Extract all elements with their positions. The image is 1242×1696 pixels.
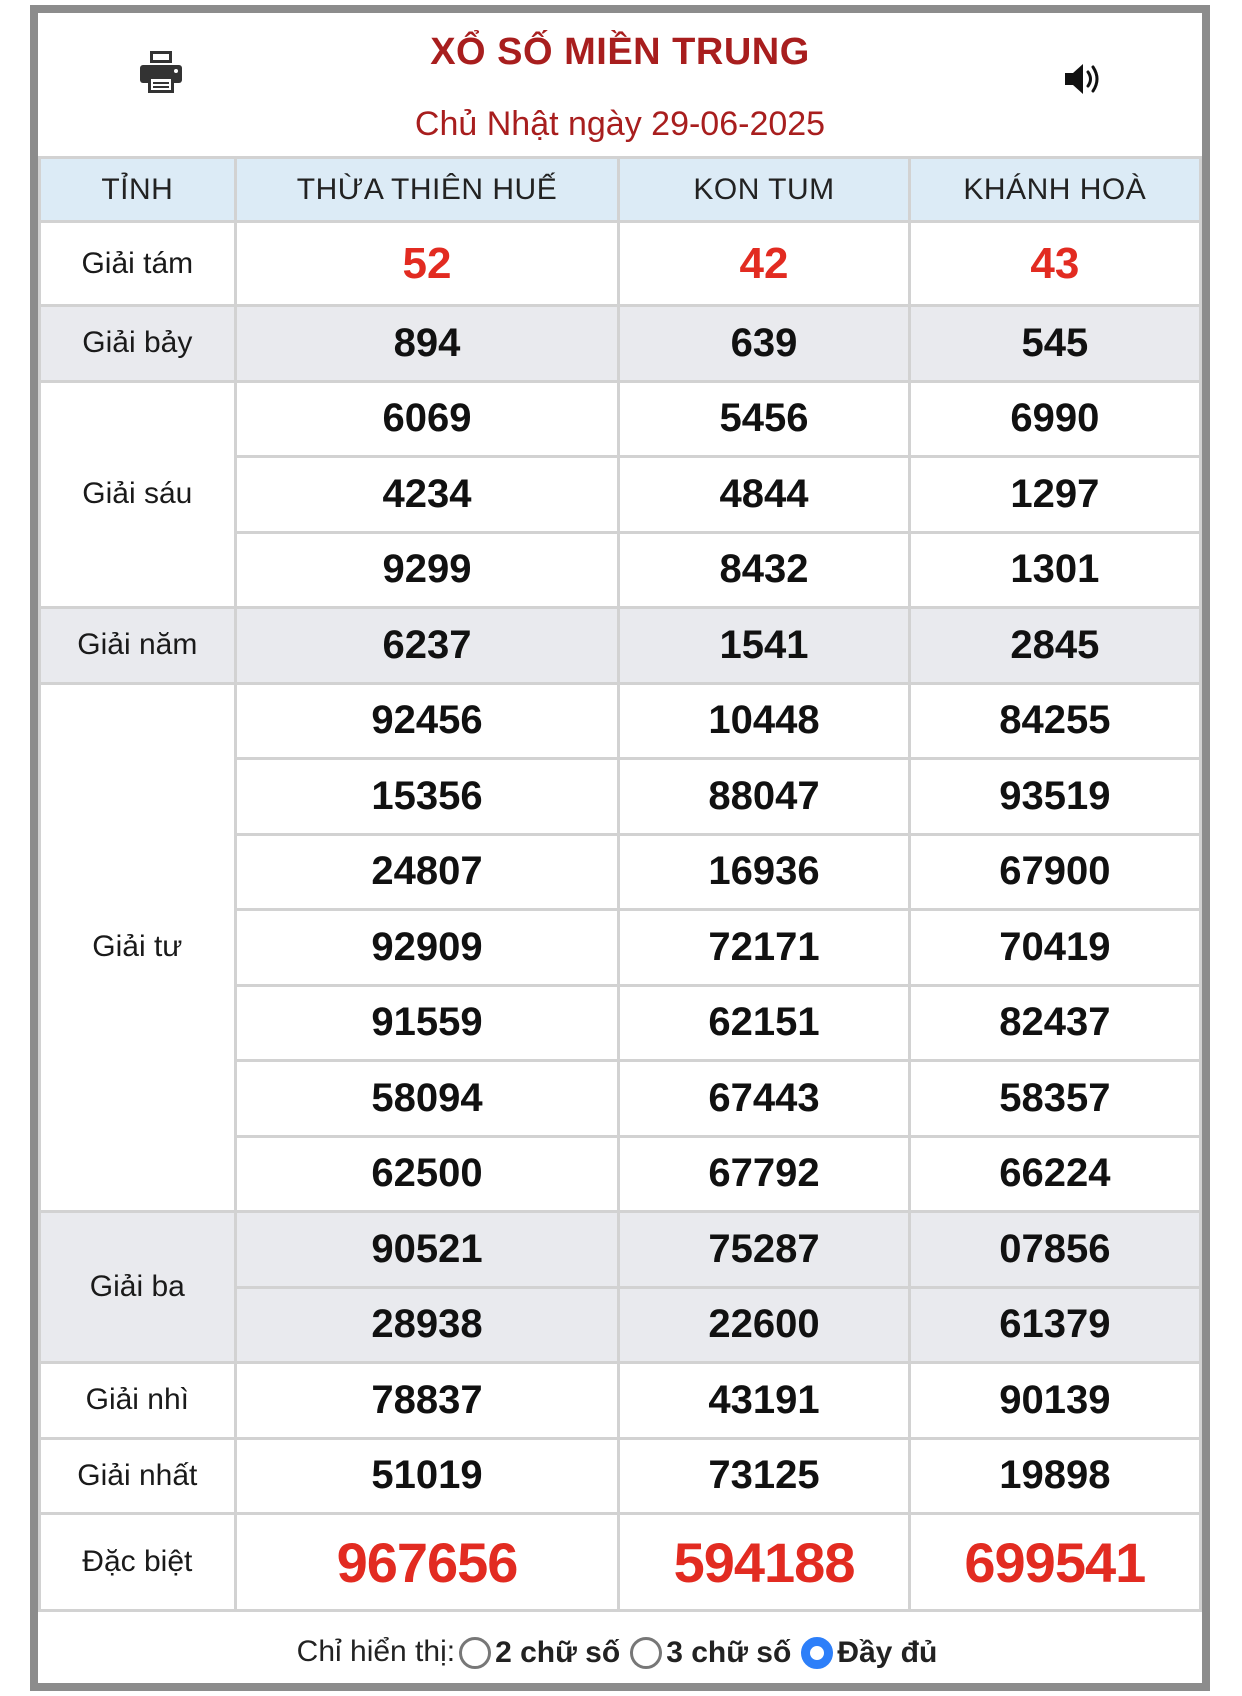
column-header: TỈNH [40, 158, 236, 222]
prize-number: 62500 [235, 1136, 619, 1212]
prize-number: 6237 [235, 608, 619, 684]
prize-number: 51019 [235, 1438, 619, 1514]
prize-number: 78837 [235, 1363, 619, 1439]
prize-number: 5456 [619, 381, 909, 457]
table-row [40, 608, 1201, 684]
table-row [40, 381, 1201, 457]
column-header: THỪA THIÊN HUẾ [235, 158, 619, 222]
table-header-row [40, 158, 1201, 222]
prize-number: 58357 [909, 1061, 1200, 1137]
prize-number: 639 [619, 306, 909, 382]
prize-number: 90139 [909, 1363, 1200, 1439]
table-row [40, 1438, 1201, 1514]
prize-label: Giải năm [40, 608, 236, 684]
option-label: 2 chữ số [495, 1635, 621, 1669]
results-panel [30, 5, 1210, 1691]
prize-number: 75287 [619, 1212, 909, 1288]
prize-number: 10448 [619, 683, 909, 759]
draw-date: Chủ Nhật ngày 29-06-2025 [414, 105, 826, 143]
prize-number: 16936 [619, 834, 909, 910]
prize-number: 72171 [619, 910, 909, 986]
radio-full[interactable] [801, 1637, 833, 1669]
prize-number: 82437 [909, 985, 1200, 1061]
prize-number: 4234 [235, 457, 619, 533]
prize-number: 967656 [235, 1514, 619, 1611]
results-header [38, 13, 1202, 156]
prize-number: 9299 [235, 532, 619, 608]
option-2-digits[interactable] [455, 1617, 626, 1688]
table-row [40, 1212, 1201, 1288]
prize-number: 90521 [235, 1212, 619, 1288]
prize-number: 4844 [619, 457, 909, 533]
radio-3-digits[interactable] [630, 1637, 662, 1669]
prize-number: 42 [619, 222, 909, 306]
prize-number: 6990 [909, 381, 1200, 457]
prize-label: Đặc biệt [40, 1514, 236, 1611]
table-row [40, 1514, 1201, 1611]
prize-number: 93519 [909, 759, 1200, 835]
prize-number: 19898 [909, 1438, 1200, 1514]
option-3-digits[interactable] [626, 1617, 797, 1688]
prize-number: 66224 [909, 1136, 1200, 1212]
prize-number: 67792 [619, 1136, 909, 1212]
option-label: 3 chữ số [666, 1635, 792, 1669]
prize-number: 43 [909, 222, 1200, 306]
page-title: XỔ SỐ MIỀN TRUNG [430, 31, 810, 73]
prize-number: 594188 [619, 1514, 909, 1611]
prize-label: Giải tư [40, 683, 236, 1212]
prize-number: 91559 [235, 985, 619, 1061]
prize-number: 699541 [909, 1514, 1200, 1611]
prize-label: Giải ba [40, 1212, 236, 1363]
prize-number: 92909 [235, 910, 619, 986]
prize-number: 1301 [909, 532, 1200, 608]
display-options [38, 1616, 1202, 1686]
table-row [40, 222, 1201, 306]
prize-number: 70419 [909, 910, 1200, 986]
prize-number: 1297 [909, 457, 1200, 533]
prize-number: 2845 [909, 608, 1200, 684]
prize-number: 43191 [619, 1363, 909, 1439]
prize-label: Giải nhất [40, 1438, 236, 1514]
results-table [38, 156, 1202, 1612]
prize-number: 92456 [235, 683, 619, 759]
display-options-label: Chỉ hiển thị: [296, 1635, 456, 1669]
prize-number: 88047 [619, 759, 909, 835]
prize-number: 894 [235, 306, 619, 382]
column-header: KHÁNH HOÀ [909, 158, 1200, 222]
prize-number: 67900 [909, 834, 1200, 910]
table-row [40, 1363, 1201, 1439]
prize-number: 84255 [909, 683, 1200, 759]
prize-number: 58094 [235, 1061, 619, 1137]
option-label: Đầy đủ [837, 1635, 938, 1669]
prize-number: 07856 [909, 1212, 1200, 1288]
prize-number: 22600 [619, 1287, 909, 1363]
prize-number: 24807 [235, 834, 619, 910]
prize-label: Giải nhì [40, 1363, 236, 1439]
prize-number: 67443 [619, 1061, 909, 1137]
column-header: KON TUM [619, 158, 909, 222]
option-full[interactable] [797, 1617, 943, 1688]
speaker-icon[interactable] [1063, 59, 1107, 99]
prize-number: 545 [909, 306, 1200, 382]
prize-number: 61379 [909, 1287, 1200, 1363]
prize-number: 62151 [619, 985, 909, 1061]
prize-number: 6069 [235, 381, 619, 457]
prize-label: Giải bảy [40, 306, 236, 382]
prize-number: 52 [235, 222, 619, 306]
table-row [40, 306, 1201, 382]
prize-label: Giải tám [40, 222, 236, 306]
prize-number: 1541 [619, 608, 909, 684]
prize-number: 28938 [235, 1287, 619, 1363]
prize-number: 73125 [619, 1438, 909, 1514]
radio-2-digits[interactable] [459, 1637, 491, 1669]
prize-number: 15356 [235, 759, 619, 835]
prize-label: Giải sáu [40, 381, 236, 608]
table-row [40, 683, 1201, 759]
prize-number: 8432 [619, 532, 909, 608]
